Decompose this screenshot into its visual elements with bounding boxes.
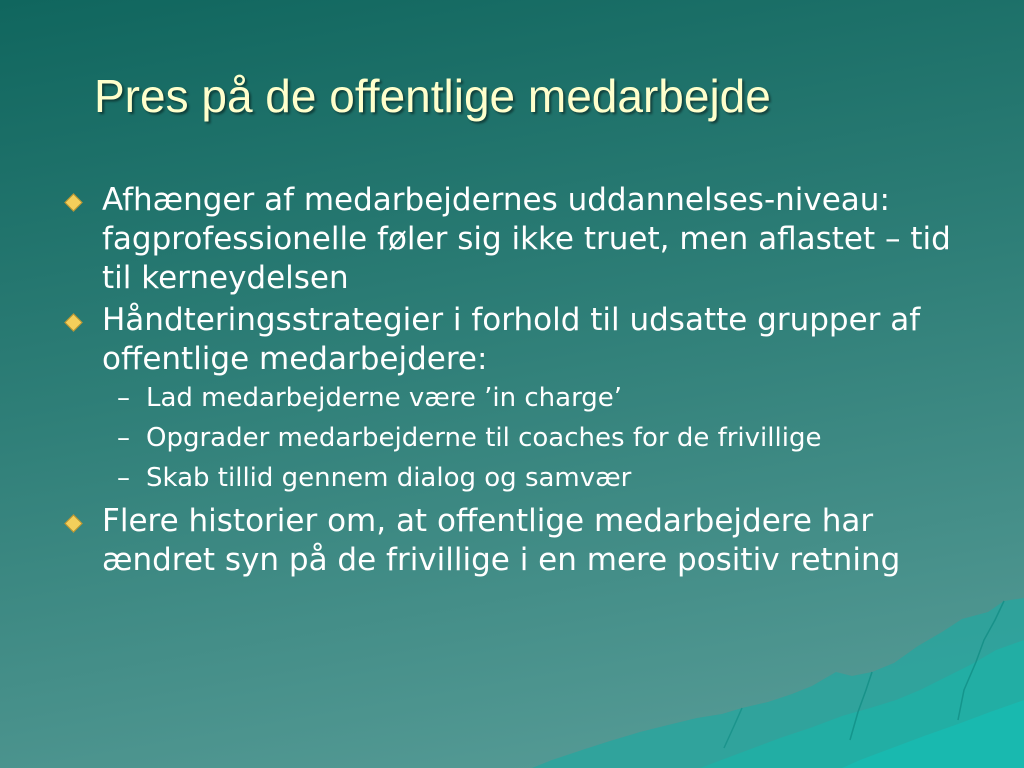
sub-bullet-text: Lad medarbejderne være ’in charge’ [146, 383, 623, 413]
sub-bullet-text: Opgrader medarbejderne til coaches for de frivillige [146, 423, 822, 453]
sub-bullet-item [60, 422, 980, 455]
sub-bullet-text: Skab tillid gennem dialog og samvær [146, 463, 632, 493]
bullet-text: Håndteringsstrategier i forhold til udsatte grupper af offentlige medarbejdere: [102, 302, 921, 377]
dash-marker: – [117, 463, 130, 493]
sub-bullet-list [60, 382, 980, 495]
diamond-icon [64, 313, 82, 331]
diamond-icon [64, 514, 82, 532]
bullet-text: Afhænger af medarbejdernes uddannelses-niveau: fagprofessionelle føler sig ikke truet, men aflastet – tid til kerneydelsen [102, 182, 951, 296]
bullet-item [60, 301, 980, 379]
slide-title: Pres på de offentlige medarbejde [94, 70, 771, 122]
bullet-list [60, 181, 980, 583]
dash-marker: – [117, 383, 130, 413]
dash-marker: – [117, 423, 130, 453]
sub-bullet-item [60, 462, 980, 495]
bullet-item [60, 502, 980, 580]
diamond-icon [64, 193, 82, 211]
sub-bullet-item [60, 382, 980, 415]
bullet-item [60, 181, 980, 298]
bullet-text: Flere historier om, at offentlige medarbejdere har ændret syn på de frivillige i en mere positiv retning [102, 503, 901, 578]
